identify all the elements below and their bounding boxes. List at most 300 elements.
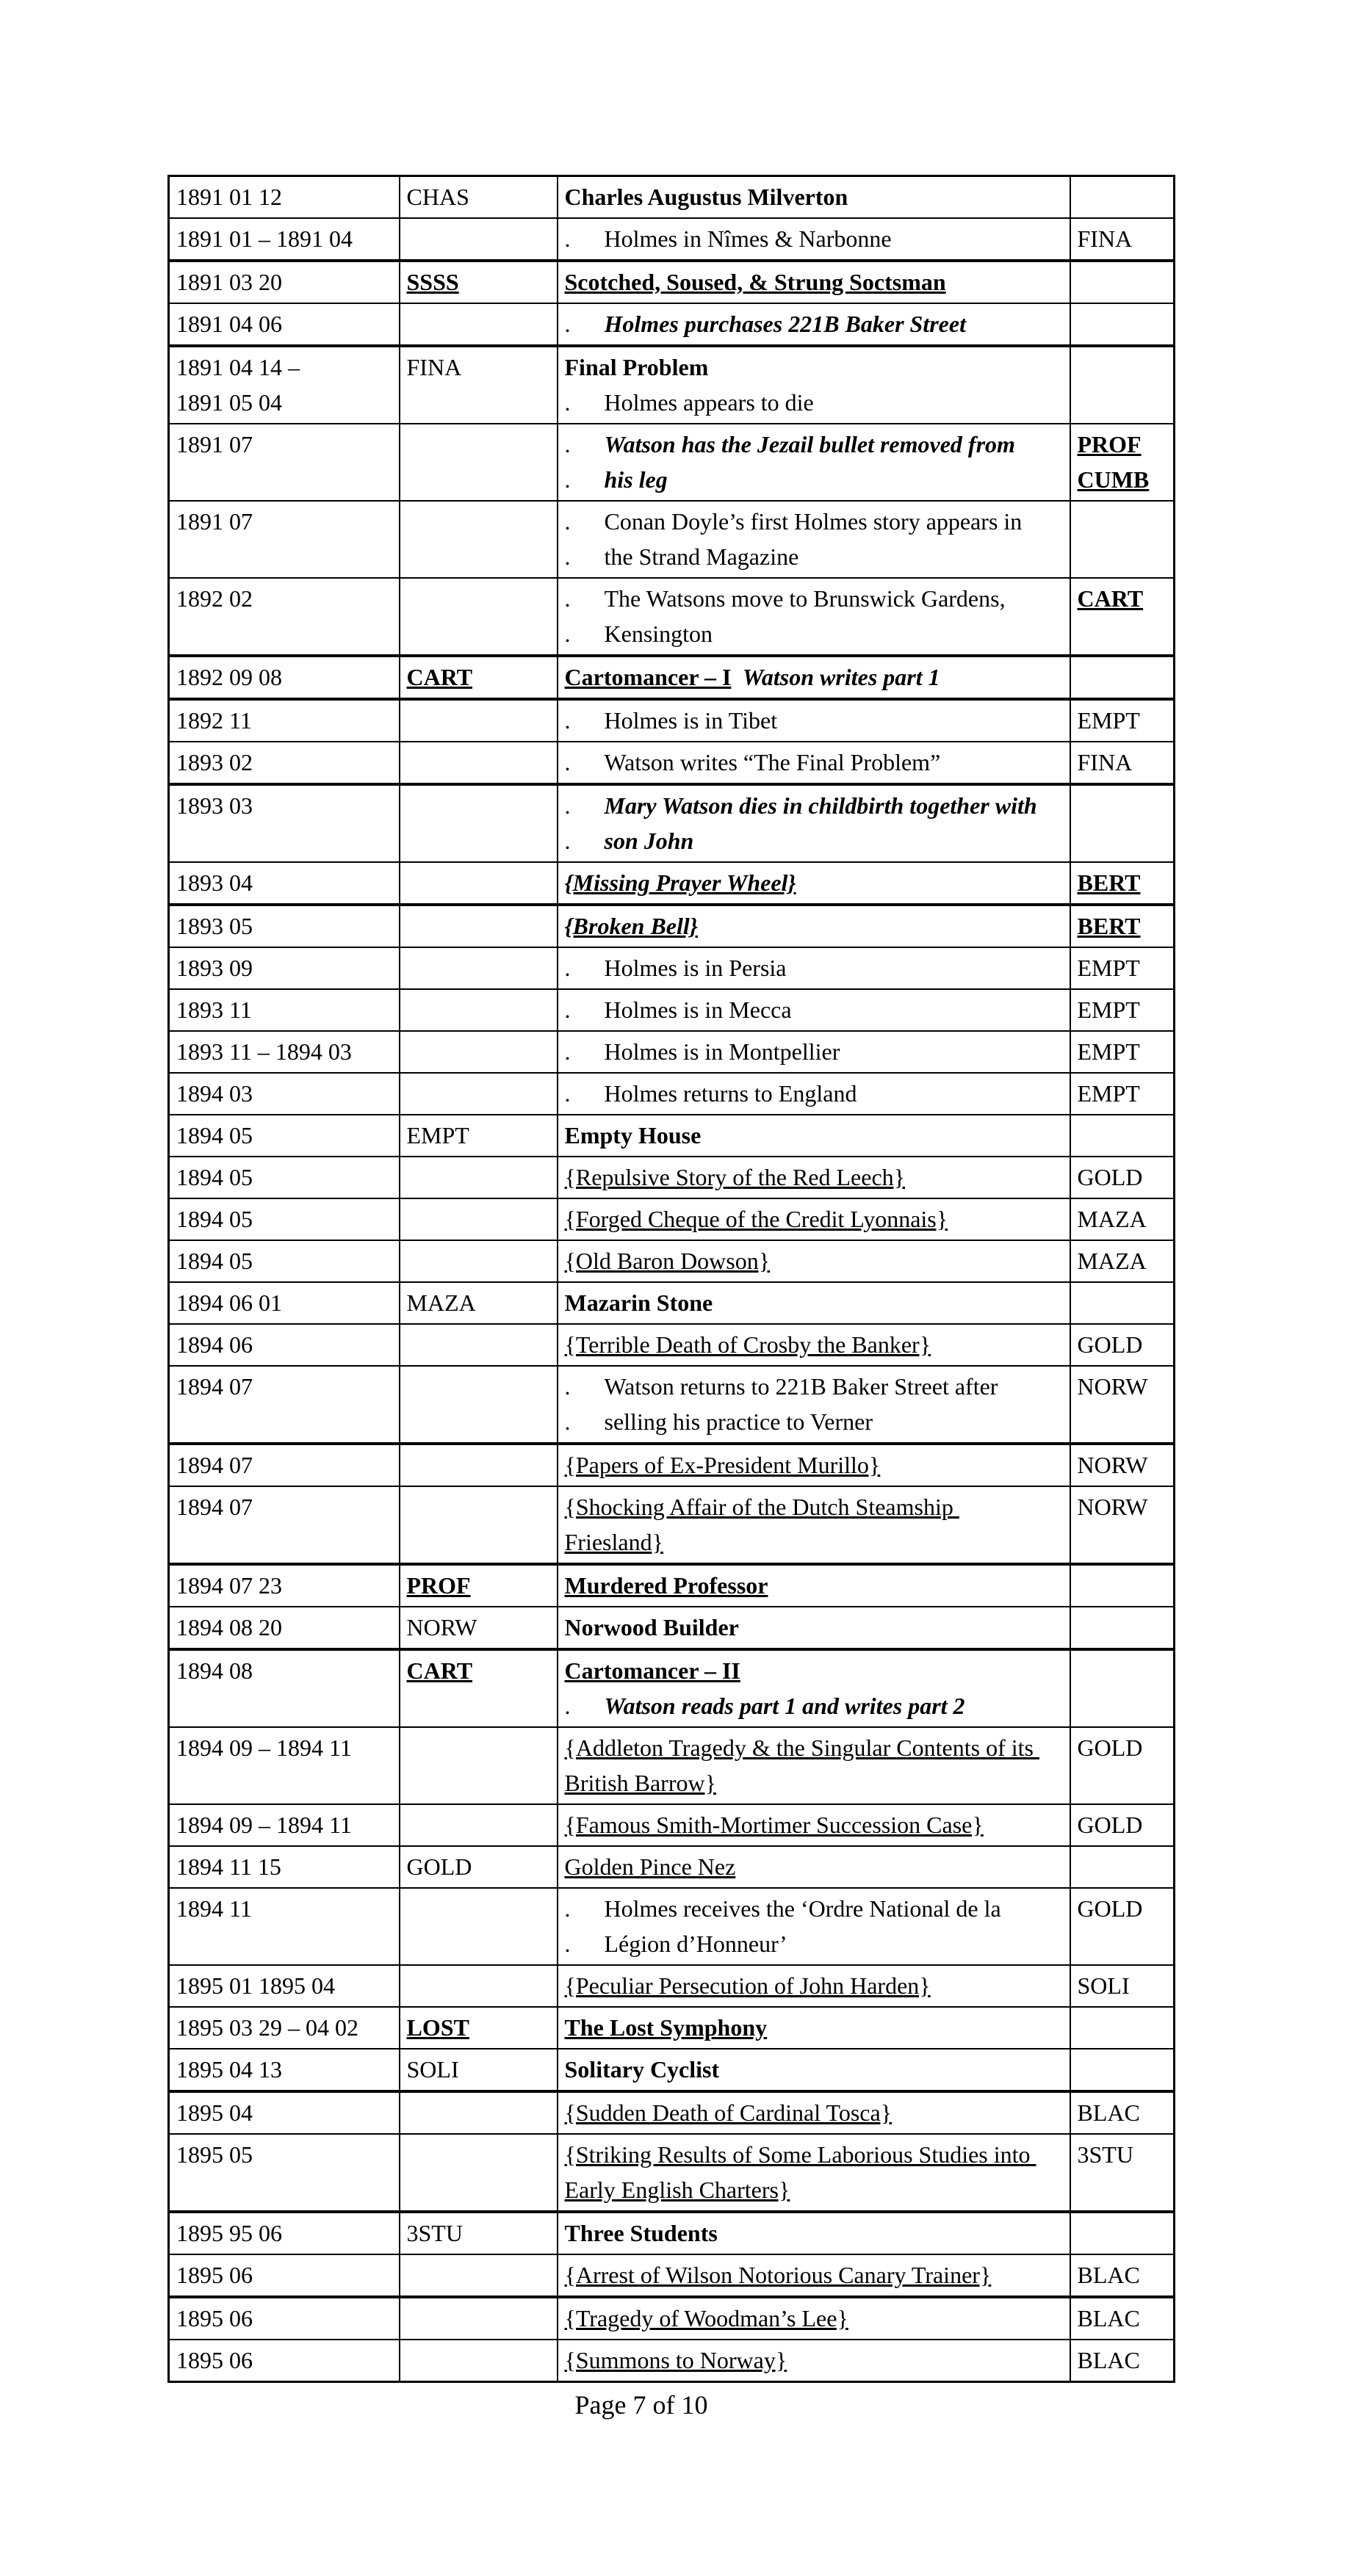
- date-line: [176, 350, 395, 385]
- date-cell: [169, 1607, 400, 1649]
- description-cell: [558, 578, 1070, 656]
- date-cell: [169, 1324, 400, 1366]
- text-segment: BLAC: [1077, 2262, 1140, 2288]
- text-segment: 1891 05 04: [176, 389, 282, 416]
- story-code-cell: [400, 862, 558, 905]
- text-segment: Holmes is in Persia: [604, 955, 787, 981]
- reference-code-cell: [1070, 303, 1175, 346]
- reference-code-cell: [1070, 1073, 1175, 1115]
- text-segment: 1891 04 06: [176, 311, 282, 337]
- description-line: [565, 306, 1066, 341]
- text-segment: Mazarin Stone: [564, 1289, 713, 1316]
- text-segment: the Strand Magazine: [604, 543, 799, 570]
- text-segment: GOLD: [1077, 1812, 1143, 1838]
- table-row: [169, 1486, 1175, 1564]
- table-row: [169, 1282, 1175, 1324]
- text-segment: EMPT: [1077, 707, 1140, 734]
- reference-code-cell: [1070, 742, 1175, 784]
- reference-code-cell: [1070, 1727, 1175, 1804]
- description-line: [565, 2052, 1066, 2087]
- reference-code-cell: [1070, 1804, 1175, 1846]
- text-segment: {Papers of Ex-President Murillo}: [564, 1452, 881, 1478]
- table-row: [169, 1727, 1175, 1804]
- text-segment: {Tragedy of Woodman’s Lee}: [564, 2305, 848, 2331]
- text-segment: Watson has the Jezail bullet removed from: [604, 431, 1015, 457]
- description-line: [565, 2010, 1066, 2045]
- text-segment: his leg: [604, 466, 668, 493]
- reference-code-cell: [1070, 656, 1175, 699]
- reference-code-line: [1078, 2342, 1170, 2378]
- text-segment: EMPT: [1077, 1080, 1140, 1107]
- text-segment: 1892 09 08: [176, 664, 282, 690]
- text-segment: Mary Watson dies in childbirth together with: [604, 792, 1037, 819]
- description-cell: [558, 1888, 1070, 1965]
- table-row: [169, 1846, 1175, 1888]
- text-segment: 1893 04: [176, 869, 253, 896]
- story-code-cell: [400, 1240, 558, 1282]
- date-line: [176, 950, 395, 985]
- reference-code-cell: [1070, 1888, 1175, 1965]
- date-line: [176, 1243, 395, 1278]
- bullet-dot: .: [564, 389, 571, 416]
- reference-code-line: [1078, 1447, 1170, 1483]
- description-cell: [558, 1282, 1070, 1324]
- description-line: [565, 1926, 1066, 1961]
- description-line: [565, 1447, 1066, 1483]
- date-line: [176, 1968, 395, 2003]
- description-cell: [558, 176, 1070, 219]
- bullet-dot: .: [564, 1931, 571, 1957]
- reference-code-cell: [1070, 176, 1175, 219]
- table-row: [169, 303, 1175, 346]
- bullet-dot: .: [564, 707, 571, 734]
- description-line: [565, 950, 1066, 985]
- text-segment: 1891 03 20: [176, 269, 282, 295]
- reference-code-cell: [1070, 2134, 1175, 2212]
- description-line: [565, 1807, 1066, 1842]
- text-segment: 1895 04 13: [176, 2056, 282, 2083]
- description-line: [565, 264, 1066, 300]
- story-code-line: [407, 2052, 553, 2087]
- text-segment: Holmes purchases 221B Baker Street: [604, 311, 966, 337]
- table-row: [169, 656, 1175, 699]
- description-line: [565, 2095, 1066, 2130]
- story-code-cell: [400, 1366, 558, 1444]
- date-line: [176, 908, 395, 944]
- text-segment: 1895 03 29 – 04 02: [176, 2014, 358, 2041]
- story-code-cell: [400, 1607, 558, 1649]
- reference-code-cell: [1070, 1198, 1175, 1240]
- description-line: [565, 1765, 1066, 1801]
- text-segment: 1892 02: [176, 585, 253, 612]
- description-line: [565, 1688, 1066, 1723]
- text-segment: {Sudden Death of Cardinal Tosca}: [564, 2099, 893, 2126]
- reference-code-cell: [1070, 1157, 1175, 1198]
- text-segment: BLAC: [1077, 2099, 1140, 2126]
- date-cell: [169, 176, 400, 219]
- table-row: [169, 1965, 1175, 2007]
- text-segment: SOLI: [406, 2056, 459, 2083]
- text-segment: {Famous Smith-Mortimer Succession Case}: [564, 1812, 984, 1838]
- text-segment: Conan Doyle’s first Holmes story appears in: [604, 508, 1023, 535]
- story-code-cell: [400, 2297, 558, 2340]
- text-segment: 1894 05: [176, 1164, 253, 1190]
- story-code-cell: [400, 218, 558, 261]
- text-segment: 1895 04: [176, 2099, 253, 2126]
- bullet-dot: .: [564, 1038, 571, 1065]
- description-line: [565, 745, 1066, 780]
- description-line: [565, 908, 1066, 944]
- reference-code-line: [1078, 1201, 1170, 1237]
- table-row: [169, 2007, 1175, 2049]
- story-code-cell: [400, 742, 558, 784]
- description-cell: [558, 947, 1070, 989]
- text-segment: Holmes is in Tibet: [604, 707, 778, 734]
- date-line: [176, 1327, 395, 1362]
- description-cell: [558, 699, 1070, 742]
- text-segment: Solitary Cyclist: [564, 2056, 720, 2083]
- story-code-line: [407, 264, 553, 300]
- table-row: [169, 2134, 1175, 2212]
- text-segment: 1894 08 20: [176, 1614, 282, 1640]
- text-segment: MAZA: [406, 1289, 476, 1316]
- story-code-cell: [400, 578, 558, 656]
- date-cell: [169, 501, 400, 578]
- text-segment: Holmes is in Mecca: [604, 996, 792, 1023]
- reference-code-line: [1078, 1369, 1170, 1404]
- bullet-dot: .: [564, 311, 571, 337]
- text-segment: selling his practice to Verner: [604, 1408, 873, 1435]
- text-segment: Golden Pince Nez: [564, 1853, 736, 1880]
- bullet-dot: .: [564, 225, 571, 252]
- text-segment: SOLI: [1077, 1972, 1130, 1999]
- reference-code-line: [1078, 908, 1170, 944]
- description-cell: [558, 2134, 1070, 2212]
- story-code-cell: [400, 1324, 558, 1366]
- text-segment: EMPT: [1077, 1038, 1140, 1065]
- description-line: [565, 2215, 1066, 2251]
- text-segment: 1895 06: [176, 2347, 253, 2373]
- date-cell: [169, 1031, 400, 1073]
- reference-code-cell: [1070, 1649, 1175, 1727]
- text-segment: {Broken Bell}: [564, 913, 698, 939]
- description-line: [565, 659, 1066, 695]
- description-line: [565, 703, 1066, 738]
- story-code-line: [407, 1285, 553, 1320]
- story-code-cell: [400, 303, 558, 346]
- text-segment: Légion d’Honneur’: [604, 1931, 787, 1957]
- table-row: [169, 1073, 1175, 1115]
- reference-code-line: [1078, 2257, 1170, 2293]
- description-cell: [558, 218, 1070, 261]
- reference-code-line: [1078, 1489, 1170, 1524]
- reference-code-cell: [1070, 1486, 1175, 1564]
- description-cell: [558, 989, 1070, 1031]
- reference-code-line: [1078, 1034, 1170, 1069]
- description-line: [565, 221, 1066, 256]
- table-row: [169, 784, 1175, 862]
- reference-code-cell: [1070, 2297, 1175, 2340]
- text-segment: 1894 05: [176, 1122, 253, 1148]
- description-line: [565, 1891, 1066, 1926]
- reference-code-cell: [1070, 1366, 1175, 1444]
- text-segment: Kensington: [604, 621, 713, 647]
- story-code-cell: [400, 1115, 558, 1157]
- description-line: [565, 179, 1066, 214]
- date-cell: [169, 578, 400, 656]
- reference-code-cell: [1070, 1444, 1175, 1486]
- text-segment: 1891 07: [176, 431, 253, 457]
- description-line: [565, 2301, 1066, 2336]
- description-line: [565, 1285, 1066, 1320]
- story-code-cell: [400, 1649, 558, 1727]
- table-row: [169, 1198, 1175, 1240]
- table-row: [169, 2212, 1175, 2254]
- date-cell: [169, 1240, 400, 1282]
- reference-code-line: [1078, 1807, 1170, 1842]
- reference-code-cell: [1070, 261, 1175, 303]
- text-segment: EMPT: [1077, 996, 1140, 1023]
- date-cell: [169, 2091, 400, 2134]
- date-cell: [169, 656, 400, 699]
- description-cell: [558, 2340, 1070, 2382]
- description-line: [565, 504, 1066, 539]
- description-line: [565, 1327, 1066, 1362]
- date-line: [176, 1369, 395, 1404]
- date-line: [176, 2010, 395, 2045]
- text-segment: 1894 09 – 1894 11: [176, 1812, 352, 1838]
- story-code-cell: [400, 261, 558, 303]
- text-segment: CART: [1077, 585, 1144, 612]
- date-line: [176, 2137, 395, 2172]
- date-line: [176, 1653, 395, 1688]
- table-row: [169, 1031, 1175, 1073]
- story-code-line: [407, 2215, 553, 2251]
- text-segment: GOLD: [1077, 1164, 1143, 1190]
- story-code-cell: [400, 947, 558, 989]
- description-cell: [558, 1073, 1070, 1115]
- reference-code-cell: [1070, 218, 1175, 261]
- date-line: [176, 306, 395, 341]
- reference-code-cell: [1070, 699, 1175, 742]
- story-code-cell: [400, 2091, 558, 2134]
- description-line: [565, 1489, 1066, 1524]
- date-line: [176, 1076, 395, 1111]
- bullet-dot: .: [564, 996, 571, 1023]
- date-cell: [169, 261, 400, 303]
- description-cell: [558, 862, 1070, 905]
- reference-code-cell: [1070, 2091, 1175, 2134]
- description-cell: [558, 1324, 1070, 1366]
- date-cell: [169, 1444, 400, 1486]
- story-code-line: [407, 1849, 553, 1884]
- text-segment: {Arrest of Wilson Notorious Canary Trainer}: [564, 2262, 992, 2288]
- text-segment: 1893 03: [176, 792, 253, 819]
- table-row: [169, 2297, 1175, 2340]
- date-line: [176, 2301, 395, 2336]
- date-line: [176, 865, 395, 900]
- text-segment: {Forged Cheque of the Credit Lyonnais}: [564, 1206, 948, 1232]
- date-cell: [169, 1486, 400, 1564]
- text-segment: 1895 05: [176, 2141, 253, 2168]
- text-segment: 1891 01 12: [176, 184, 282, 210]
- description-line: [565, 385, 1066, 420]
- text-segment: Scotched, Soused, & Strung Soctsman: [564, 269, 946, 295]
- story-code-cell: [400, 2212, 558, 2254]
- story-code-line: [407, 659, 553, 695]
- date-line: [176, 1285, 395, 1320]
- date-cell: [169, 2254, 400, 2297]
- date-cell: [169, 699, 400, 742]
- story-code-cell: [400, 1031, 558, 1073]
- date-line: [176, 1489, 395, 1524]
- description-cell: [558, 1157, 1070, 1198]
- text-segment: BLAC: [1077, 2347, 1140, 2373]
- reference-code-line: [1078, 1730, 1170, 1765]
- text-segment: 1894 08: [176, 1657, 253, 1684]
- reference-code-line: [1078, 1327, 1170, 1362]
- date-line: [176, 2052, 395, 2087]
- text-segment: {Missing Prayer Wheel}: [564, 869, 796, 896]
- story-code-cell: [400, 2340, 558, 2382]
- reference-code-cell: [1070, 1324, 1175, 1366]
- story-code-cell: [400, 2134, 558, 2212]
- text-segment: EMPT: [406, 1122, 469, 1148]
- bullet-dot: .: [564, 621, 571, 647]
- description-cell: [558, 303, 1070, 346]
- date-line: [176, 2215, 395, 2251]
- description-cell: [558, 1486, 1070, 1564]
- story-code-cell: [400, 2049, 558, 2091]
- table-row: [169, 1366, 1175, 1444]
- reference-code-line: [1078, 950, 1170, 985]
- reference-code-line: [1078, 1159, 1170, 1195]
- date-line: [176, 992, 395, 1027]
- date-line: [176, 1730, 395, 1765]
- text-segment: Murdered Professor: [564, 1572, 768, 1599]
- description-cell: [558, 2049, 1070, 2091]
- description-cell: [558, 424, 1070, 501]
- text-segment: 1894 11: [176, 1895, 252, 1922]
- description-line: [565, 1849, 1066, 1884]
- reference-code-cell: [1070, 1031, 1175, 1073]
- text-segment: 1893 11: [176, 996, 252, 1023]
- table-row: [169, 2091, 1175, 2134]
- reference-code-line: [1078, 427, 1170, 462]
- date-cell: [169, 1073, 400, 1115]
- reference-code-cell: [1070, 2340, 1175, 2382]
- date-cell: [169, 1115, 400, 1157]
- date-cell: [169, 218, 400, 261]
- date-cell: [169, 862, 400, 905]
- date-line: [176, 1610, 395, 1645]
- text-segment: 1893 09: [176, 955, 253, 981]
- text-segment: BERT: [1077, 913, 1141, 939]
- date-cell: [169, 1846, 400, 1888]
- description-line: [565, 2172, 1066, 2207]
- text-segment: PROF: [1077, 431, 1142, 457]
- date-cell: [169, 742, 400, 784]
- text-segment: {Striking Results of Some Laborious Studies into: [564, 2141, 1036, 2168]
- text-segment: Watson writes “The Final Problem”: [604, 749, 941, 775]
- text-segment: 1894 11 15: [176, 1853, 281, 1880]
- table-row: [169, 989, 1175, 1031]
- description-cell: [558, 1804, 1070, 1846]
- description-line: [565, 1610, 1066, 1645]
- text-segment: Watson reads part 1 and writes part 2: [604, 1693, 965, 1719]
- reference-code-cell: [1070, 862, 1175, 905]
- date-line: [176, 703, 395, 738]
- reference-code-cell: [1070, 989, 1175, 1031]
- text-segment: Cartomancer – I: [564, 664, 732, 690]
- text-segment: {Shocking Affair of the Dutch Steamship: [564, 1494, 959, 1520]
- text-segment: {Old Baron Dowson}: [564, 1248, 771, 1274]
- bullet-dot: .: [564, 1373, 571, 1400]
- text-segment: 3STU: [406, 2220, 463, 2246]
- reference-code-cell: [1070, 501, 1175, 578]
- text-segment: 1894 05: [176, 1206, 253, 1232]
- date-line: [176, 221, 395, 256]
- reference-code-cell: [1070, 2007, 1175, 2049]
- description-line: [565, 788, 1066, 823]
- text-segment: Holmes receives the ‘Ordre National de la: [604, 1895, 1001, 1922]
- table-row: [169, 1324, 1175, 1366]
- text-segment: {Addleton Tragedy & the Singular Contents of its: [564, 1734, 1039, 1761]
- text-segment: GOLD: [1077, 1895, 1143, 1922]
- text-segment: Friesland}: [564, 1529, 663, 1555]
- story-code-cell: [400, 656, 558, 699]
- reference-code-line: [1078, 703, 1170, 738]
- description-cell: [558, 2212, 1070, 2254]
- date-line: [176, 788, 395, 823]
- table-row: [169, 1240, 1175, 1282]
- date-cell: [169, 2007, 400, 2049]
- description-cell: [558, 2297, 1070, 2340]
- text-segment: GOLD: [406, 1853, 472, 1880]
- date-line: [176, 1159, 395, 1195]
- description-cell: [558, 1846, 1070, 1888]
- date-line: [176, 581, 395, 616]
- date-line: [176, 427, 395, 462]
- description-line: [565, 2137, 1066, 2172]
- date-cell: [169, 784, 400, 862]
- text-segment: 1893 11 – 1894 03: [176, 1038, 352, 1065]
- description-line: [565, 2257, 1066, 2293]
- description-line: [565, 1369, 1066, 1404]
- date-line: [176, 1118, 395, 1153]
- text-segment: 1895 06: [176, 2262, 253, 2288]
- story-code-cell: [400, 501, 558, 578]
- date-cell: [169, 1649, 400, 1727]
- text-segment: {Summons to Norway}: [564, 2347, 787, 2373]
- description-cell: [558, 501, 1070, 578]
- story-code-line: [407, 1118, 553, 1153]
- story-code-cell: [400, 699, 558, 742]
- description-cell: [558, 1198, 1070, 1240]
- text-segment: 1894 06: [176, 1331, 253, 1358]
- story-code-cell: [400, 1564, 558, 1607]
- story-code-cell: [400, 905, 558, 947]
- text-segment: Watson returns to 221B Baker Street after: [604, 1373, 998, 1400]
- text-segment: Watson writes part 1: [731, 664, 940, 690]
- text-segment: {Terrible Death of Crosby the Banker}: [564, 1331, 931, 1358]
- text-segment: FINA: [1077, 225, 1133, 252]
- story-code-cell: [400, 1444, 558, 1486]
- date-line: [176, 745, 395, 780]
- text-segment: 1891 01 – 1891 04: [176, 225, 353, 252]
- table-row: [169, 1115, 1175, 1157]
- story-code-cell: [400, 346, 558, 424]
